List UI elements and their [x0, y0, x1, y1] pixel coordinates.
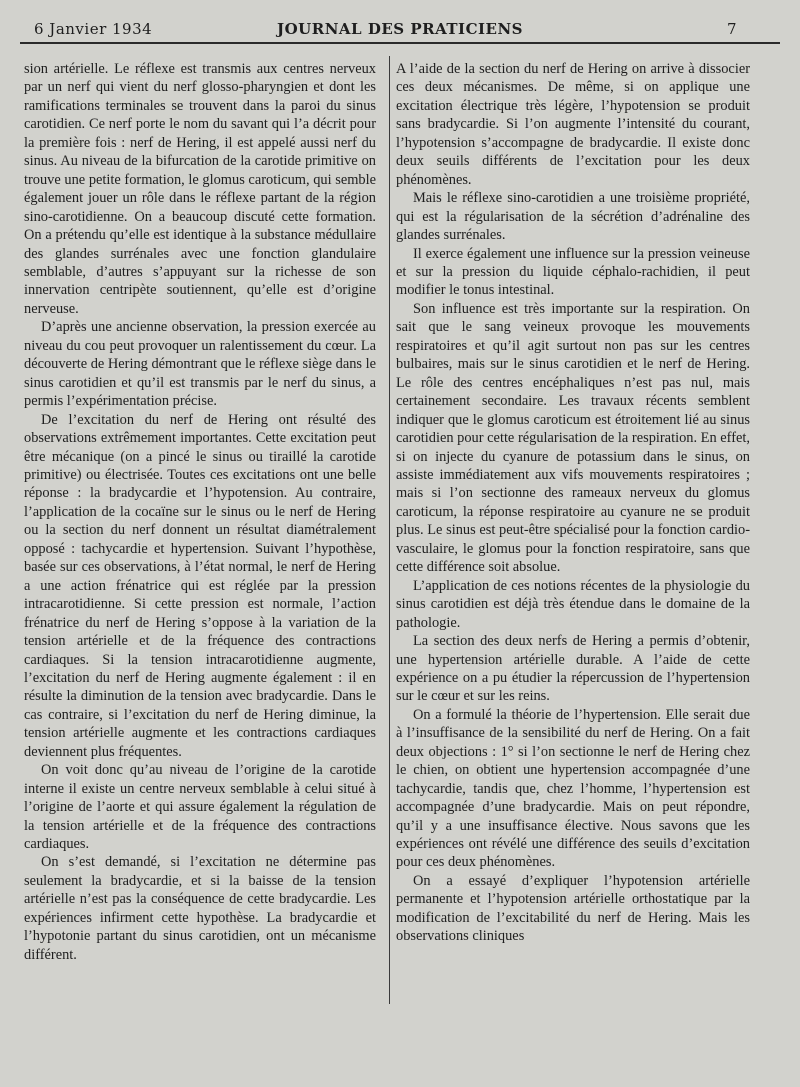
running-header	[0, 20, 800, 42]
paragraph: Son influence est très importante sur la respiration. On sait que le sang veineux provoque les mouvements respiratoires et qu’il agit surtout non pas sur les centres bulbaires, mais sur le sinus carotidien et le nerf de Hering. Le rôle des centres encéphaliques n’est pas nul, mais certainement secondaire. Les travaux récents semblent indiquer que le glomus caroticum est étroitement lié au sinus carotidien pour cette régularisation de la respiration. En effet, si on injecte du cyanure de potassium dans le sinus, on assiste immédiatement aux vifs mouvements respiratoires ; mais si l’on sectionne des rameaux nerveux du glomus caroticum, la réponse respiratoire au cyanure ne se produit plus. Le sinus est peut-être spécialisé pour la fonction cardio-vasculaire, le glomus pour la fonction respiratoire, sans que cette différence soit absolue.	[396, 300, 750, 576]
header-date: 6 Janvier 1934	[34, 20, 153, 38]
paragraph: Mais le réflexe sino-carotidien a une troisième propriété, qui est la régularisation de la sécrétion d’adrénaline des glandes surrénales.	[396, 190, 750, 244]
paragraph: De l’excitation du nerf de Hering ont résulté des observations extrêmement importantes. Cette excitation peut être mécanique (on a pincé le sinus ou tiraillé la carotide primitive) ou électrisée. Toutes ces excitations ont une belle réponse : la bradycardie et l’hypotension. Au contraire, l’application de la cocaïne sur le sinus ou le nerf de Hering ou la section du nerf donnent un résultat diamétralement opposé : tachycardie et hypertension. Suivant l’hypothèse, basée sur ces observations, à l’état normal, le nerf de Hering a une action frénatrice qui est réglée par la pression intracarotidienne. Si cette pression est normale, l’action frénatrice du nerf de Hering s’oppose à la variation de la tension artérielle et de la fréquence des contractions cardiaques. Si la tension intracarotidienne augmente, l’excitation du nerf de Hering augmente également : il en résulte la diminution de la tension avec bradycardie. Dans le cas contraire, si l’excitation du nerf de Hering diminue, la tension artérielle augmente et les contractions cardiaques deviennent plus fréquentes.	[24, 411, 376, 760]
column-separator	[389, 56, 390, 1004]
paragraph: L’application de ces notions récentes de la physiologie du sinus carotidien est déjà très étendue dans le domaine de la pathologie.	[396, 577, 750, 631]
paragraph: On voit donc qu’au niveau de l’origine de la carotide interne il existe un centre nerveux semblable à celui situé à l’origine de l’aorte et qui assure également la régulation de la tension artérielle et de la fréquence des contractions cardiaques.	[24, 762, 376, 853]
paragraph: On s’est demandé, si l’excitation ne détermine pas seulement la bradycardie, et si la baisse de la tension artérielle n’est pas la conséquence de cette bradycardie. Les expériences infirment cette hypothèse. La bradycardie et l’hypotonie partant du sinus carotidien, ont un mécanisme différent.	[24, 854, 376, 963]
journal-title: JOURNAL DES PRATICIENS	[277, 20, 523, 38]
paragraph: Il exerce également une influence sur la pression veineuse et sur la pression du liquide céphalo-rachidien, il peut modifier le tonus intestinal.	[396, 245, 750, 299]
paragraph: A l’aide de la section du nerf de Hering on arrive à dissocier ces deux mécanismes. De même, si on applique une excitation électrique très légère, l’hypotension se produit sans bradycardie. Si l’on augmente l’intensité du courant, l’hypotension s’accompagne de bradycardie. Il existe donc deux seuils différents de l’excitation pour les deux phénomènes.	[396, 61, 750, 188]
header-rule	[20, 42, 780, 44]
paragraph: On a essayé d’expliquer l’hypotension artérielle permanente et l’hypotension artérielle orthostatique par la modification de l’excitabilité du nerf de Hering. Mais les observations cliniques	[396, 872, 750, 945]
paragraph: La section des deux nerfs de Hering a permis d’obtenir, une hypertension artérielle durable. A l’aide de cette expérience on a pu étudier la répercussion de l’hypertension sur le cœur et sur les reins.	[396, 633, 750, 705]
paragraph: sion artérielle. Le réflexe est transmis aux centres nerveux par un nerf qui vient du nerf glosso-pharyngien et dont les ramifications terminales se trouvent dans la paroi du sinus carotidien. Ce nerf porte le nom du savant qui l’a décrit pour la première fois : nerf de Hering, il est appelé aussi nerf du sinus. Au niveau de la bifurcation de la carotide primitive on trouve une petite formation, le glomus caroticum, qui semble également jouer un rôle dans le réflexe partant de la région sino-carotidienne. On a beaucoup discuté cette formation. On a prétendu qu’elle est identique à la substance médullaire des glandes surrénales avec une fonction glandulaire semblable, d’autres s’appuyant sur la richesse de son innervation centripète soutiennent, qu’elle est d’origine nerveuse.	[24, 61, 376, 317]
page-number: 7	[727, 20, 738, 38]
paragraph: On a formulé la théorie de l’hypertension. Elle serait due à l’insuffisance de la sensibilité du nerf de Hering. On a fait deux objections : 1° si l’on sectionne le nerf de Hering chez le chien, on obtient une hypertension accompagnée d’une tachycardie, tandis que, chez l’homme, l’hypertension est accompagnée d’une bradycardie. Mais on peut répondre, qu’il y a une insuffisance élective. Nous savons que les expériences ont révélé une différence des seuils d’excitation pour ces deux phénomènes.	[396, 706, 750, 871]
left-column	[24, 60, 376, 964]
paragraph: D’après une ancienne observation, la pression exercée au niveau du cou peut provoquer un ralentissement du cœur. La découverte de Hering démontrant que le réflexe siège dans le sinus carotidien et qu’il est transmis par le nerf du sinus, a permis l’expérimentation précise.	[24, 319, 377, 410]
right-column	[396, 60, 750, 946]
